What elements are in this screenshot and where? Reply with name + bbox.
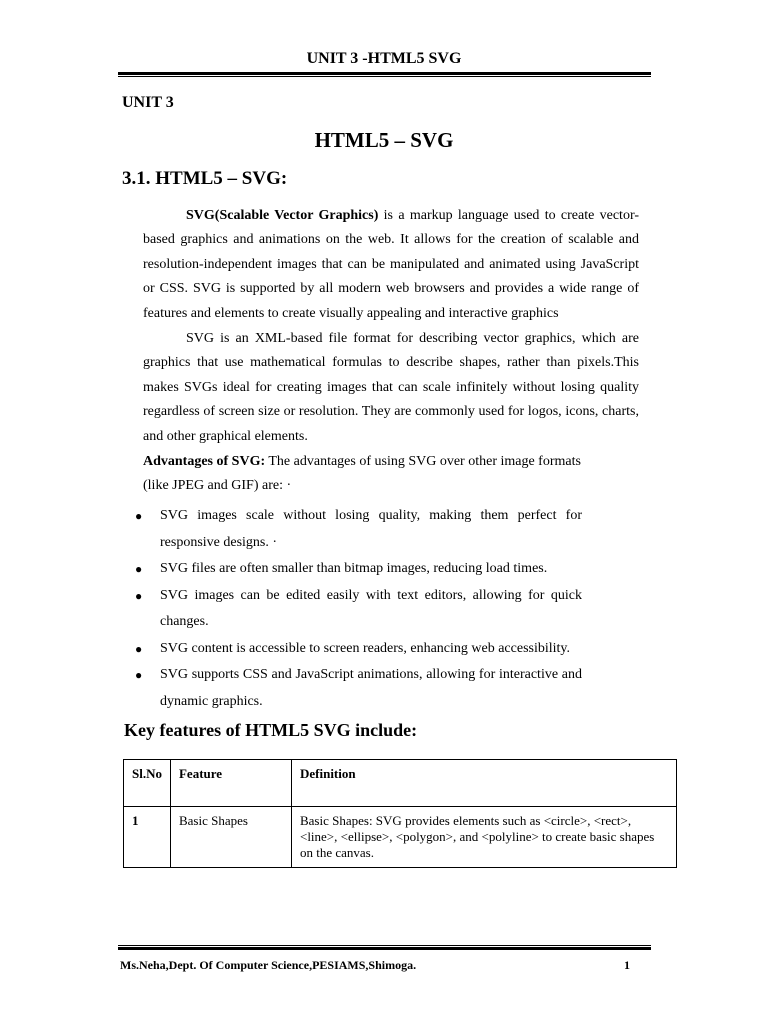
table-row [124, 807, 677, 868]
bullet-icon: ● [135, 562, 143, 576]
unit-label: UNIT 3 [122, 94, 174, 111]
footer-author: Ms.Neha,Dept. Of Computer Science,PESIAMS,Shimoga. [120, 958, 417, 972]
advantages-list [130, 503, 582, 715]
bullet-icon: ● [135, 641, 143, 656]
intro-text: is a markup language used to create vector-based graphics and animations on the web. It allows for the creation of scalable and resolution-independent images that can be manipulated and animated using JavaScript or CSS. SVG is supported by all modern web browsers and provides a wide range of features and elements to create visually appealing and interactive graphics [143, 208, 639, 321]
column-header-definition: Definition [291, 760, 676, 807]
list-item: ● SVG images can be edited easily with text editors, allowing for quick changes. [130, 583, 582, 636]
footer-rule [118, 945, 651, 950]
bullet-icon: ● [135, 509, 143, 523]
section-heading: 3.1. HTML5 – SVG: [122, 168, 288, 189]
running-header: UNIT 3 -HTML5 SVG [306, 50, 462, 67]
features-heading: Key features of HTML5 SVG include: [124, 720, 418, 740]
bullet-icon: ● [135, 588, 143, 603]
svg-term: SVG(Scalable Vector Graphics) [186, 208, 379, 223]
cell-definition: Basic Shapes: SVG provides elements such as <circle>, <rect>, <line>, <ellipse>, <polygon>, and <polyline> to create basic shapes on the canvas. [291, 807, 676, 868]
list-item: ● SVG supports CSS and JavaScript animations, allowing for interactive and dynamic graphics. [130, 662, 582, 715]
column-header-feature: Feature [170, 760, 291, 807]
column-header-slno: Sl.No [124, 760, 171, 807]
table-header-row [124, 760, 677, 807]
bullet-icon: ● [135, 668, 143, 682]
intro-paragraph [143, 204, 639, 326]
xml-paragraph: SVG is an XML-based file format for describing vector graphics, which are graphics that use mathematical formulas to describe shapes, rather than pixels.This makes SVGs ideal for creating images that can scale infinitely without losing quality regardless of screen size or resolution. They are commonly used for logos, icons, charts, and other graphical elements. [143, 331, 639, 444]
page-number: 1 [624, 958, 630, 972]
features-table [123, 759, 677, 868]
advantages-label: Advantages of SVG: [143, 454, 266, 469]
cell-feature: Basic Shapes [170, 807, 291, 868]
advantages-text: The advantages of using SVG over other image formats (like JPEG and GIF) are: · [143, 454, 581, 494]
header-rule [118, 72, 651, 77]
list-item: ● SVG images scale without losing quality, making them perfect for responsive designs. · [130, 503, 582, 556]
list-item: ● SVG content is accessible to screen readers, enhancing web accessibility. [130, 636, 582, 663]
list-item: ● SVG files are often smaller than bitmap images, reducing load times. [130, 556, 582, 583]
page-title: HTML5 – SVG [314, 128, 454, 152]
advantages-intro [143, 450, 583, 499]
cell-slno: 1 [124, 807, 171, 868]
